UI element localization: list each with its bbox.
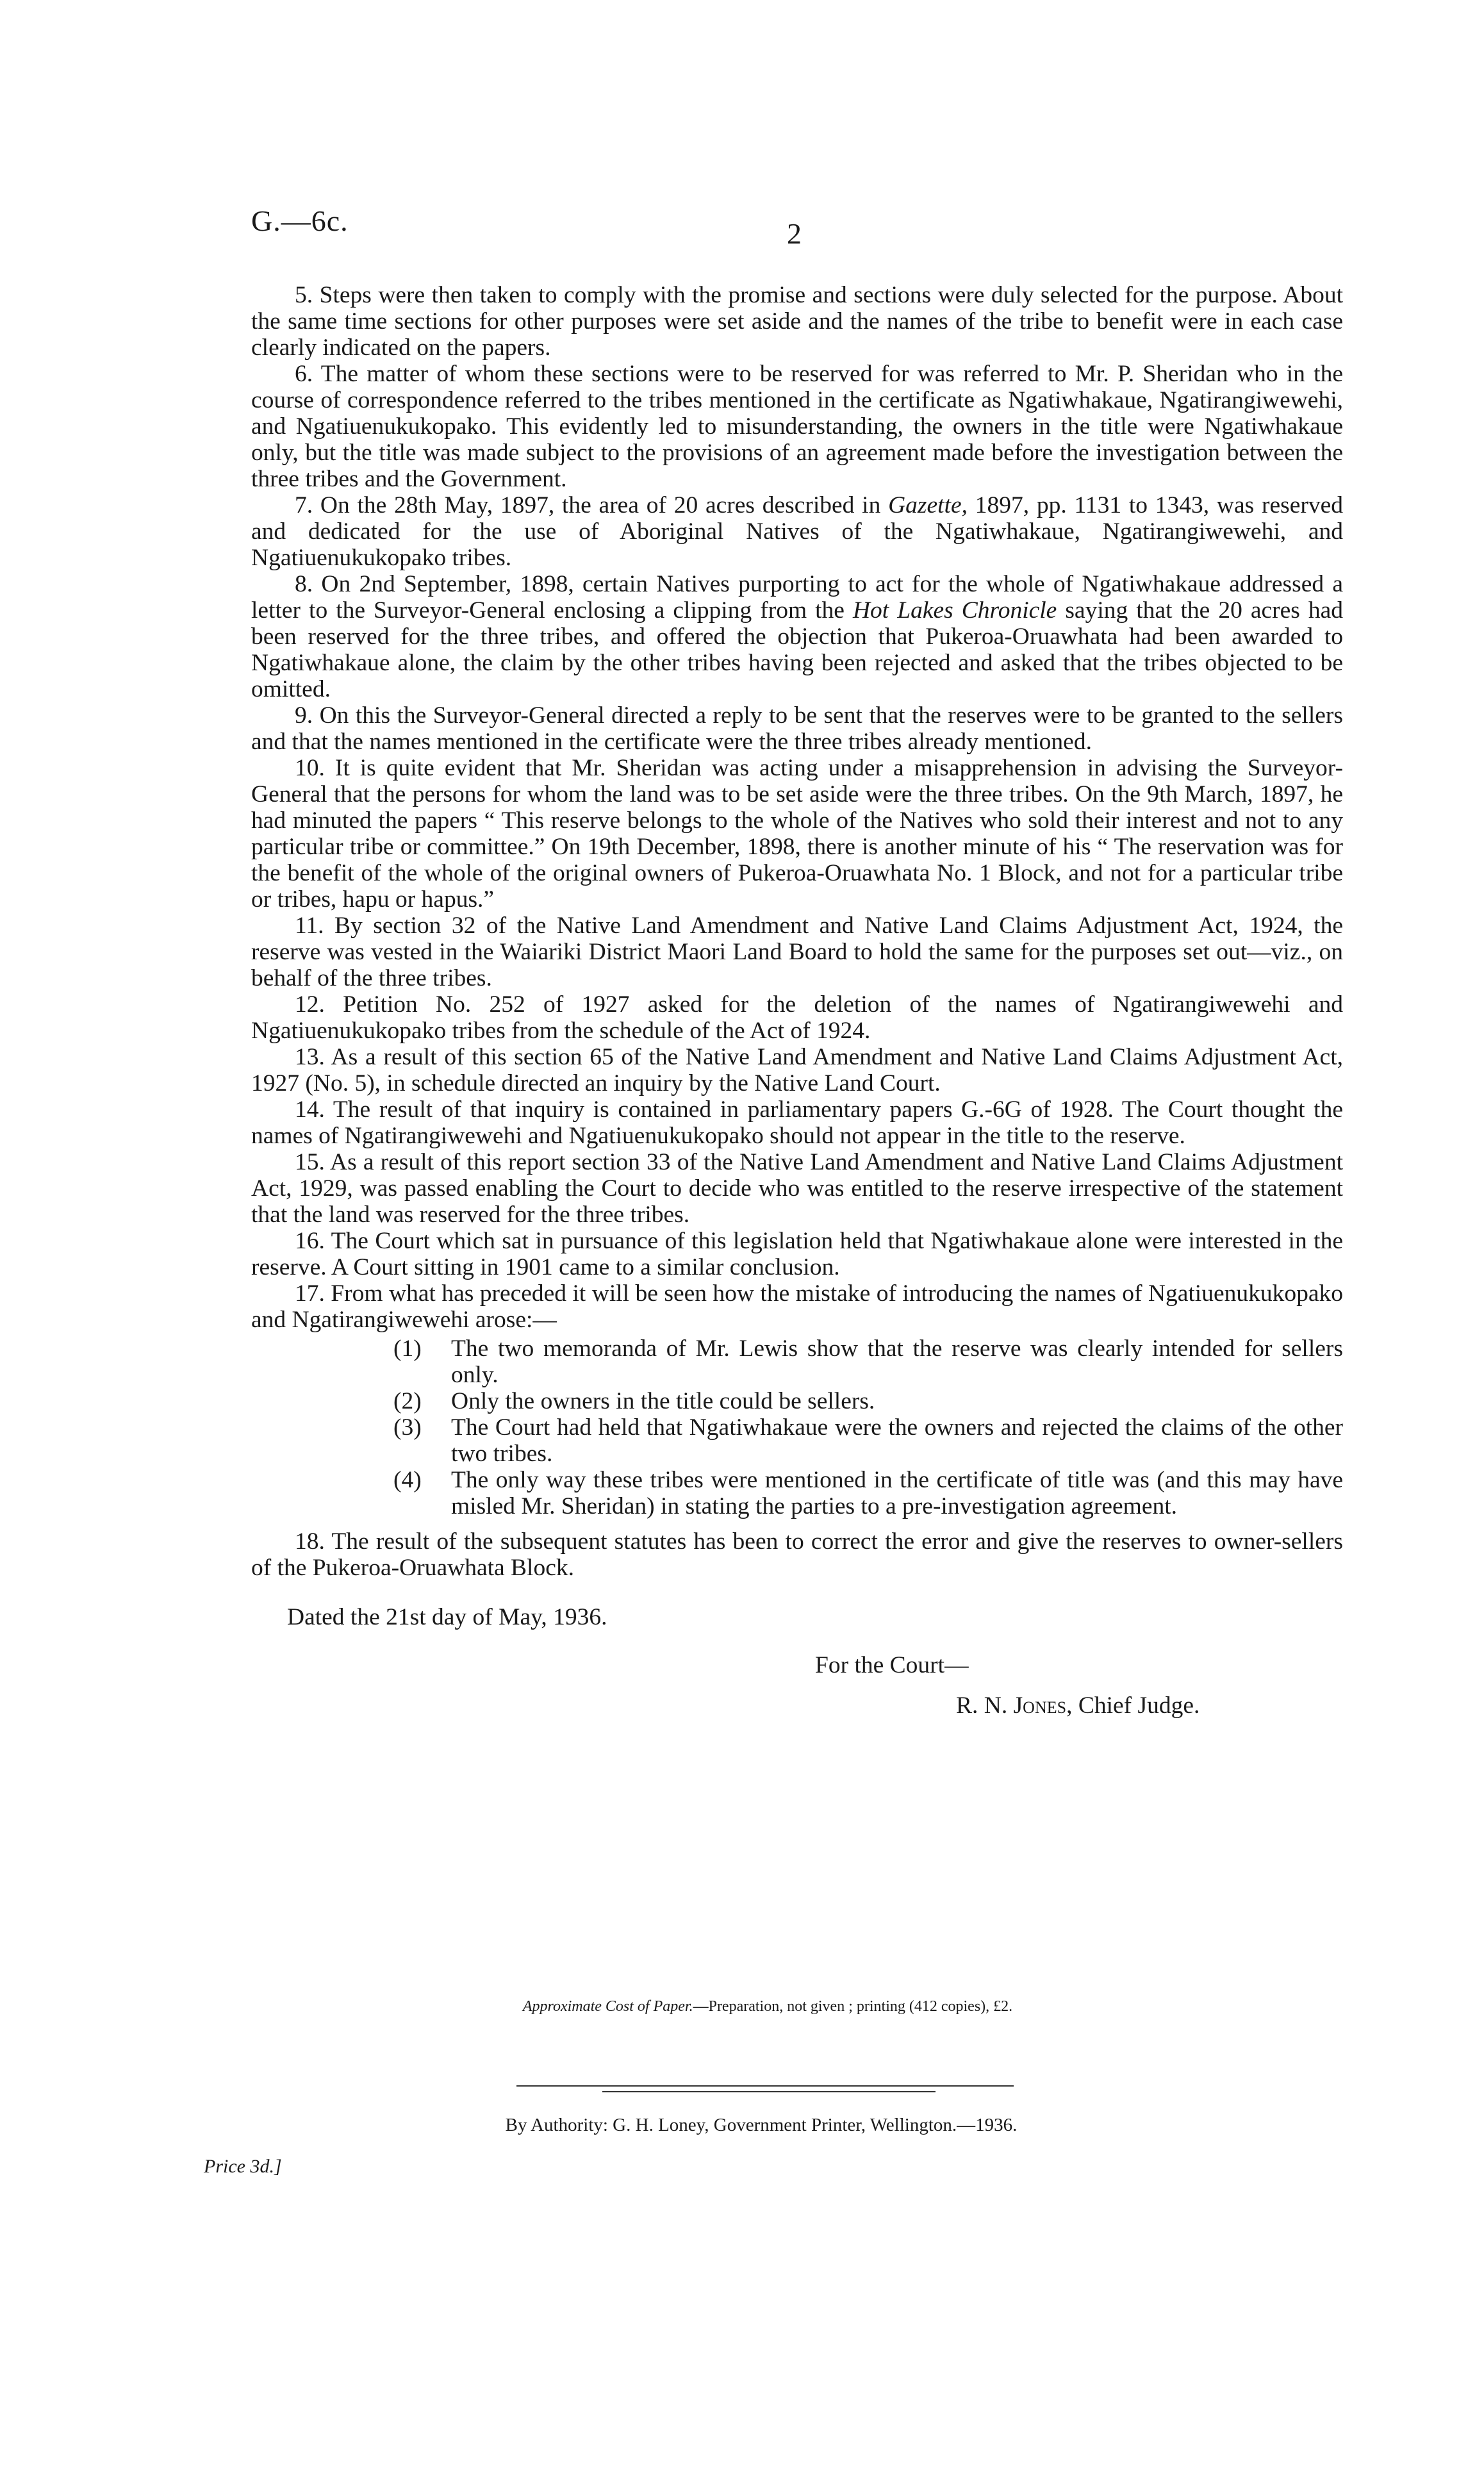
paragraph-11: 11. By section 32 of the Native Land Amendment and Native Land Claims Adjustment Act, 1924, the reserve was vested in the Waiariki District Maori Land Board to hold the same for the purposes set out—viz., on behalf of the three tribes.	[251, 913, 1343, 991]
list-item-number: (1)	[393, 1336, 422, 1362]
paragraph-7-start: 7. On the 28th May, 1897, the area of 20 acres described in	[295, 492, 889, 518]
paragraph-12: 12. Petition No. 252 of 1927 asked for the deletion of the names of Ngatirangiwewehi and Ngatiuenukukopako tribes from the schedule of the Act of 1924.	[251, 991, 1343, 1044]
list-item-text: The two memoranda of Mr. Lewis show that the reserve was clearly intended for sellers only.	[451, 1336, 1343, 1388]
signatory-title: Chief Judge.	[1078, 1692, 1200, 1719]
list-item-text: The only way these tribes were mentioned in the certificate of title was (and this may have misled Mr. Sheridan) in stating the parties to a pre-investigation agreement.	[451, 1467, 1343, 1519]
list-item	[393, 1467, 1343, 1519]
paragraph-8-end: saying that the 20 acres had been reserved for the three tribes, and offered the objection that Pukeroa-Oruawhata had been awarded to Ngatiwhakaue alone, the claim by the other tribes having been rejected and asked that the tribes objected to be omitted.	[251, 597, 1343, 702]
paragraph-13: 13. As a result of this section 65 of the Native Land Amendment and Native Land Claims Adjustment Act, 1927 (No. 5), in schedule directed an inquiry by the Native Land Court.	[251, 1044, 1343, 1096]
paragraph-16: 16. The Court which sat in pursuance of this legislation held that Ngatiwhakaue alone were interested in the reserve. A Court sitting in 1901 came to a similar conclusion.	[251, 1228, 1343, 1280]
list-item-text: Only the owners in the title could be sellers.	[451, 1388, 875, 1414]
list-item-number: (3)	[393, 1414, 422, 1441]
page-number: 2	[787, 217, 802, 250]
paragraph-8	[251, 571, 1343, 702]
price-note: Price 3d.]	[204, 2156, 282, 2177]
paragraph-9: 9. On this the Surveyor-General directed a reply to be sent that the reserves were to be granted to the sellers and that the names mentioned in the certificate were the three tribes already mentioned.	[251, 702, 1343, 755]
document-body	[251, 282, 1343, 1719]
printer-authority: By Authority: G. H. Loney, Government Printer, Wellington.—1936.	[505, 2115, 1018, 2135]
paragraph-10: 10. It is quite evident that Mr. Sheridan was acting under a misapprehension in advising the Surveyor-General that the persons for whom the land was to be set aside were the three tribes. On the 9th March, 1897, he had minuted the papers “ This reserve belongs to the whole of the Natives who sold their interest and not to any particular tribe or committee.” On 19th December, 1898, there is another minute of his “ The reservation was for the benefit of the whole of the original owners of Pukeroa-Oruawhata No. 1 Block, and not for a particular tribe or tribes, hapu or hapus.”	[251, 755, 1343, 913]
newspaper-title: Hot Lakes Chronicle	[852, 597, 1057, 624]
gazette-reference: Gazette,	[888, 492, 968, 518]
paragraph-15: 15. As a result of this report section 33 of the Native Land Amendment and Native Land Claims Adjustment Act, 1929, was passed enabling the Court to decide who was entitled to the reserve irrespective of the statement that the land was reserved for the three tribes.	[251, 1149, 1343, 1228]
list-item	[393, 1388, 1343, 1414]
paragraph-14: 14. The result of that inquiry is contained in parliamentary papers G.-6G of 1928. The Court thought the names of Ngatirangiwewehi and Ngatiuenukukopako should not appear in the title to the reserve.	[251, 1096, 1343, 1149]
paragraph-6: 6. The matter of whom these sections were to be reserved for was referred to Mr. P. Sheridan who in the course of correspondence referred to the tribes mentioned in the certificate as Ngatiwhakaue, Ngatirangiwewehi, and Ngatiuenukukopako. This evidently led to misunderstanding, the owners in the title were Ngatiwhakaue only, but the title was made subject to the provisions of an agreement made before the investigation between the three tribes and the Government.	[251, 361, 1343, 492]
footer-rule-short	[602, 2091, 936, 2092]
cost-of-paper	[0, 1998, 1484, 2015]
signature-block	[956, 1692, 1343, 1719]
reasons-list	[251, 1336, 1343, 1519]
list-item	[393, 1336, 1343, 1388]
paragraph-7	[251, 492, 1343, 571]
paragraph-5: 5. Steps were then taken to comply with the promise and sections were duly selected for the purpose. About the same time sections for other purposes were set aside and the names of the tribe to benefit were in each case clearly indicated on the papers.	[251, 282, 1343, 361]
paragraph-7-end: 1897, pp. 1131 to 1343, was reserved and dedicated for the use of Aboriginal Natives of the Ngatiwhakaue, Ngatirangiwewehi, and Ngatiuenukukopako tribes.	[251, 492, 1343, 571]
list-item-number: (4)	[393, 1467, 422, 1493]
signatory-name: R. N. Jones,	[956, 1692, 1073, 1719]
footer-rule	[516, 2085, 1014, 2087]
paragraph-17: 17. From what has preceded it will be seen how the mistake of introducing the names of Ngatiuenukukopako and Ngatirangiwewehi arose:—	[251, 1280, 1343, 1333]
cost-label: Approximate Cost of Paper.	[522, 1998, 693, 2015]
list-item-number: (2)	[393, 1388, 422, 1414]
signature-for-court: For the Court—	[815, 1652, 969, 1678]
list-item	[393, 1414, 1343, 1467]
list-item-text: The Court had held that Ngatiwhakaue were the owners and rejected the claims of the other two tribes.	[451, 1414, 1343, 1467]
paragraph-8-start: 8. On 2nd September, 1898, certain Natives purporting to act for the whole of Ngatiwhakaue addressed a letter to the Surveyor-General enclosing a clipping from the	[251, 571, 1343, 624]
paragraph-18: 18. The result of the subsequent statutes has been to correct the error and give the reserves to owner-sellers of the Pukeroa-Oruawhata Block.	[251, 1528, 1343, 1581]
date-line: Dated the 21st day of May, 1936.	[287, 1604, 607, 1630]
page-reference: G.—6c.	[251, 204, 349, 237]
cost-text: —Preparation, not given ; printing (412 copies), £2.	[693, 1998, 1013, 2015]
